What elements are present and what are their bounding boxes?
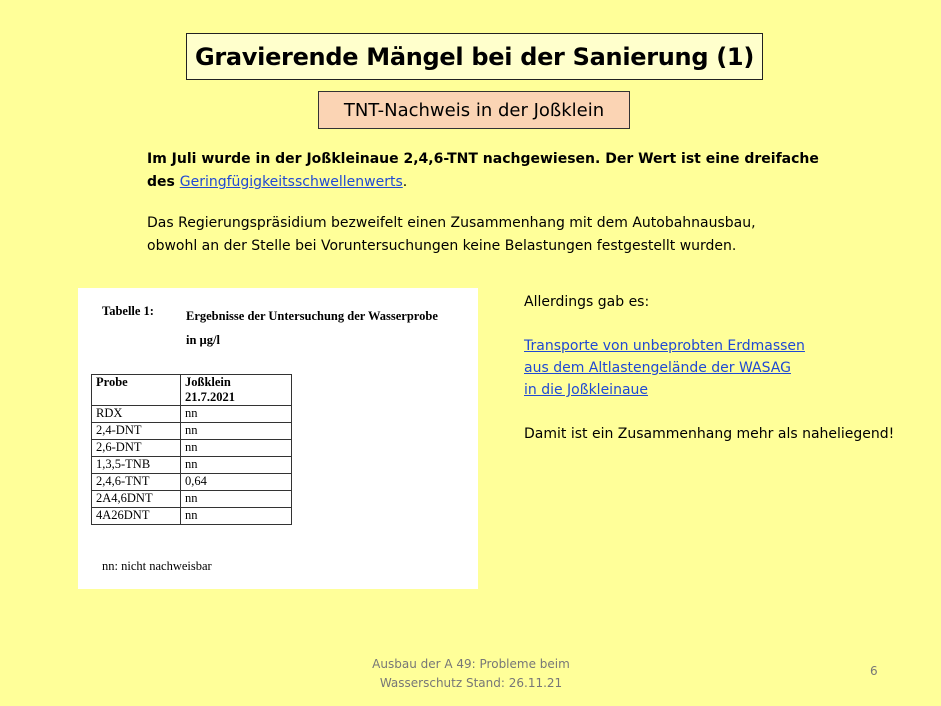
value-cell: nn <box>181 406 292 423</box>
intro-paragraph <box>147 148 819 194</box>
table-row <box>92 440 292 457</box>
value-cell: nn <box>181 423 292 440</box>
context-line-1: Das Regierungspräsidium bezweifelt einen Zusammenhang mit dem Autobahnausbau, <box>147 215 756 231</box>
value-cell: nn <box>181 440 292 457</box>
context-line-2: obwohl an der Stelle bei Voruntersuchungen keine Belastungen festgestellt wurden. <box>147 238 737 254</box>
table-footnote: nn: nicht nachweisbar <box>102 559 212 573</box>
slide-subtitle: TNT-Nachweis in der Joßklein <box>318 91 630 129</box>
table-caption-line-1: Ergebnisse der Untersuchung der Wasserprobe <box>186 309 438 323</box>
header-probe: Probe <box>92 375 181 406</box>
intro-suffix: . <box>402 174 408 190</box>
probe-cell: 2,4,6-TNT <box>92 474 181 491</box>
results-table-image <box>78 288 478 589</box>
intro-line-2 <box>147 171 819 194</box>
slide-footer <box>346 655 596 693</box>
spacer <box>524 313 894 335</box>
context-paragraph <box>147 212 756 258</box>
probe-cell: 2,6-DNT <box>92 440 181 457</box>
footer-line-1: Ausbau der A 49: Probleme beim <box>372 657 570 671</box>
probe-cell: 4A26DNT <box>92 508 181 525</box>
spacer <box>524 401 894 423</box>
probe-cell: 2A4,6DNT <box>92 491 181 508</box>
transport-link-line-3[interactable]: in die Joßkleinaue <box>524 382 649 398</box>
table-row <box>92 508 292 525</box>
table-row <box>92 406 292 423</box>
table-row <box>92 491 292 508</box>
table-row <box>92 474 292 491</box>
page-number: 6 <box>870 664 878 678</box>
right-conclusion: Damit ist ein Zusammenhang mehr als naheliegend! <box>524 426 895 442</box>
transport-link-line-1[interactable]: Transporte von unbeprobten Erdmassen <box>524 338 805 354</box>
slide-title: Gravierende Mängel bei der Sanierung (1) <box>186 33 763 80</box>
table-header-row <box>92 375 292 406</box>
probe-cell: RDX <box>92 406 181 423</box>
table-caption <box>186 304 438 352</box>
probe-cell: 2,4-DNT <box>92 423 181 440</box>
probe-cell: 1,3,5-TNB <box>92 457 181 474</box>
right-column <box>524 291 894 445</box>
transport-link-line-2[interactable]: aus dem Altlastengelände der WASAG <box>524 360 791 376</box>
intro-line-1: Im Juli wurde in der Joßkleinaue 2,4,6-TNT nachgewiesen. Der Wert ist eine dreifache <box>147 151 819 167</box>
footer-line-2: Wasserschutz Stand: 26.11.21 <box>379 676 563 690</box>
threshold-link[interactable]: Geringfügigkeitsschwellenwerts <box>179 174 403 190</box>
value-cell: nn <box>181 457 292 474</box>
results-table <box>91 374 292 525</box>
table-row <box>92 457 292 474</box>
header-location-line-1: Joßklein <box>185 375 231 389</box>
table-caption-label: Tabelle 1: <box>102 304 154 318</box>
header-location <box>181 375 292 406</box>
table-caption-line-2: in µg/l <box>186 333 220 347</box>
value-cell: nn <box>181 491 292 508</box>
right-intro: Allerdings gab es: <box>524 294 650 310</box>
header-location-line-2: 21.7.2021 <box>185 390 235 404</box>
table-row <box>92 423 292 440</box>
value-cell: 0,64 <box>181 474 292 491</box>
intro-prefix: des <box>147 174 180 190</box>
transport-link-group <box>524 335 894 401</box>
value-cell: nn <box>181 508 292 525</box>
